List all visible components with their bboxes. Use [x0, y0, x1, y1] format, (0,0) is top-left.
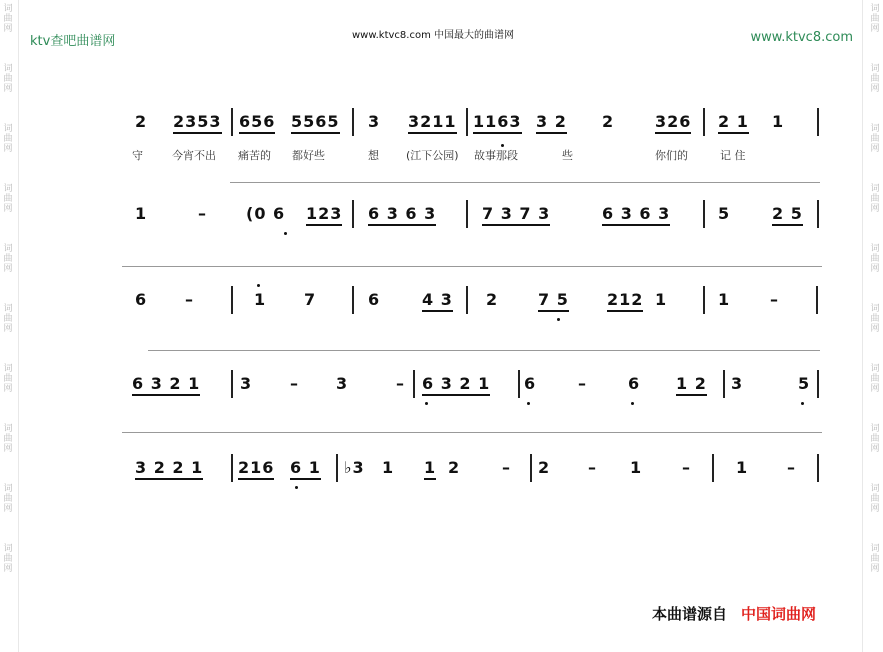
note-group: 3 — [240, 374, 253, 393]
note-group: 5565 — [291, 112, 340, 134]
system-separator — [122, 432, 822, 433]
watermark-glyph: 词曲网 — [3, 484, 13, 514]
note-group: 6 3 6 3 — [368, 204, 436, 226]
lyrics-line-1 — [120, 144, 825, 178]
score-line-5 — [120, 452, 825, 486]
left-watermark-strip — [3, 0, 13, 652]
lyric-text: 故事那段 — [474, 149, 518, 162]
site-name-link[interactable]: ktv查吧曲谱网 — [30, 34, 116, 49]
note-group: 6 3 2 1 — [422, 374, 490, 396]
low-octave-dot — [425, 402, 428, 405]
note-group: 216 — [238, 458, 274, 480]
score-line-2 — [120, 198, 825, 232]
note-group: 1 — [254, 290, 267, 309]
barline — [703, 286, 705, 314]
barline — [231, 286, 233, 314]
note-group: 1 — [772, 112, 785, 131]
watermark-glyph: 词曲网 — [3, 304, 13, 334]
barline — [352, 108, 354, 136]
watermark-glyph: 词曲网 — [3, 4, 13, 34]
lyric-text: 今宵不出 — [172, 149, 216, 162]
note-group: 2 — [135, 112, 148, 131]
score-line-4 — [120, 368, 825, 402]
low-octave-dot — [801, 402, 804, 405]
note-group: 3 2 — [536, 112, 567, 134]
note-group: 1 — [630, 458, 643, 477]
note-group: – — [578, 374, 587, 393]
site-tagline: www.ktvc8.com 中国最大的曲谱网 — [352, 30, 515, 41]
note-group: 6 — [135, 290, 148, 309]
low-octave-dot — [284, 232, 287, 235]
watermark-glyph: 词曲网 — [870, 484, 880, 514]
barline — [703, 200, 705, 228]
barline — [466, 286, 468, 314]
lyric-text: 些 — [562, 149, 573, 162]
note-group: 6 — [368, 290, 381, 309]
note-group: 6 3 2 1 — [132, 374, 200, 396]
note-group: – — [588, 458, 597, 477]
watermark-glyph: 词曲网 — [870, 124, 880, 154]
left-margin-line — [18, 0, 19, 652]
note-group: 2 — [602, 112, 615, 131]
note-group: 3 — [336, 374, 349, 393]
source-label: 本曲谱源自 — [652, 605, 728, 623]
note-group: – — [787, 458, 796, 477]
barline — [817, 454, 819, 482]
note-group: 2 — [538, 458, 551, 477]
watermark-glyph: 词曲网 — [870, 4, 880, 34]
lyric-text: 痛苦的 — [238, 149, 271, 162]
watermark-glyph: 词曲网 — [3, 64, 13, 94]
low-octave-dot — [557, 318, 560, 321]
note-group: – — [396, 374, 405, 393]
note-group: 6 3 6 3 — [602, 204, 670, 226]
system-separator — [122, 266, 822, 267]
note-group: 2 — [448, 458, 461, 477]
low-octave-dot — [631, 402, 634, 405]
watermark-glyph: 词曲网 — [870, 364, 880, 394]
lyric-text: 你们的 — [655, 149, 688, 162]
lyric-text: 想 — [368, 149, 379, 162]
barline — [231, 454, 233, 482]
note-group: 7 3 7 3 — [482, 204, 550, 226]
barline — [466, 200, 468, 228]
watermark-glyph: 词曲网 — [3, 244, 13, 274]
watermark-glyph: 词曲网 — [870, 424, 880, 454]
barline — [518, 370, 520, 398]
source-credit — [652, 603, 816, 624]
note-group: 1 2 — [676, 374, 707, 396]
note-group: 1163 — [473, 112, 522, 134]
system-separator — [148, 350, 820, 351]
note-group: 1 — [382, 458, 395, 477]
note-group: 1 — [655, 290, 668, 309]
repeat-barline — [816, 286, 822, 314]
watermark-glyph: 词曲网 — [3, 424, 13, 454]
barline — [712, 454, 714, 482]
high-octave-dot — [257, 284, 260, 287]
barline — [530, 454, 532, 482]
score-line-3 — [120, 284, 825, 318]
barline — [336, 454, 338, 482]
note-group: 212 — [607, 290, 643, 312]
source-brand-link[interactable]: 中国词曲网 — [741, 605, 817, 623]
note-group: 1 — [736, 458, 749, 477]
barline — [817, 108, 819, 136]
note-group: 1 — [718, 290, 731, 309]
note-group: 3 2 2 1 — [135, 458, 203, 480]
site-url-link[interactable]: www.ktvc8.com — [750, 30, 853, 45]
note-group: 3 — [368, 112, 381, 131]
note-group: 6 — [628, 374, 641, 393]
note-group: 6 1 — [290, 458, 321, 480]
system-separator — [230, 182, 820, 183]
barline — [352, 286, 354, 314]
barline — [231, 108, 233, 136]
note-group: – — [290, 374, 299, 393]
note-group: 656 — [239, 112, 275, 134]
note-group: 7 — [304, 290, 317, 309]
barline — [231, 370, 233, 398]
barline — [817, 370, 819, 398]
watermark-glyph: 词曲网 — [870, 544, 880, 574]
note-group: (0 6 — [246, 204, 286, 223]
note-group: 4 3 — [422, 290, 453, 312]
watermark-glyph: 词曲网 — [870, 184, 880, 214]
score-line-1 — [120, 106, 825, 140]
note-group: 3 — [731, 374, 744, 393]
barline — [413, 370, 415, 398]
note-group: ♭3 — [344, 458, 365, 477]
lyric-text: 守 — [132, 149, 143, 162]
note-group: 7 5 — [538, 290, 569, 312]
lyric-text: 记 住 — [720, 149, 746, 162]
low-octave-dot — [295, 486, 298, 489]
barline — [817, 200, 819, 228]
note-group: 2 5 — [772, 204, 803, 226]
note-group: 123 — [306, 204, 342, 226]
note-group: 6 — [524, 374, 537, 393]
right-watermark-strip — [870, 0, 880, 652]
watermark-glyph: 词曲网 — [870, 244, 880, 274]
watermark-glyph: 词曲网 — [3, 364, 13, 394]
watermark-glyph: 词曲网 — [870, 304, 880, 334]
low-octave-dot — [527, 402, 530, 405]
watermark-glyph: 词曲网 — [3, 124, 13, 154]
note-group: – — [198, 204, 207, 223]
barline — [352, 200, 354, 228]
right-margin-line — [862, 0, 863, 652]
note-group: 1 — [135, 204, 148, 223]
note-group: – — [502, 458, 511, 477]
lyric-text: 都好些 — [292, 149, 325, 162]
barline — [703, 108, 705, 136]
note-group: 2353 — [173, 112, 222, 134]
note-group: – — [185, 290, 194, 309]
note-group: 3211 — [408, 112, 457, 134]
barline — [466, 108, 468, 136]
note-group: – — [682, 458, 691, 477]
watermark-glyph: 词曲网 — [3, 184, 13, 214]
note-group: 5 — [798, 374, 811, 393]
note-group: 1 — [424, 458, 436, 480]
note-group: 5 — [718, 204, 731, 223]
note-group: 2 1 — [718, 112, 749, 134]
watermark-glyph: 词曲网 — [3, 544, 13, 574]
music-score — [120, 100, 825, 500]
note-group: – — [770, 290, 779, 309]
lyric-text: (江下公园) — [406, 149, 459, 162]
barline — [723, 370, 725, 398]
note-group: 2 — [486, 290, 499, 309]
watermark-glyph: 词曲网 — [870, 64, 880, 94]
note-group: 326 — [655, 112, 691, 134]
